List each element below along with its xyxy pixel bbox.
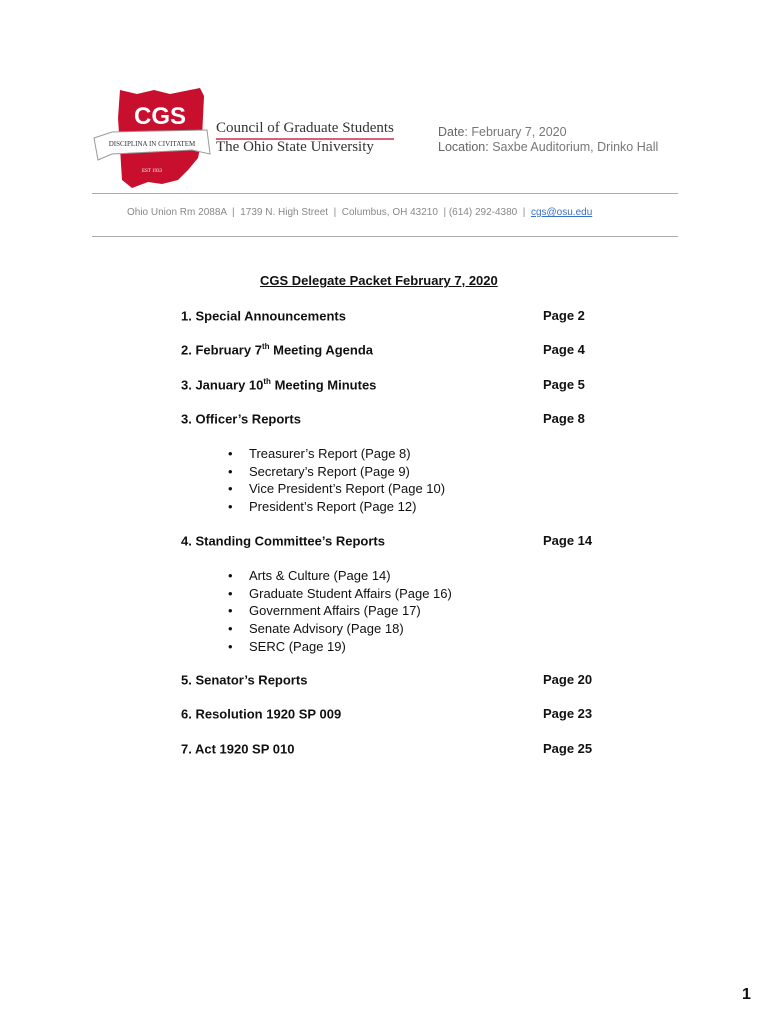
toc-page-ref: Page 25 — [543, 741, 593, 756]
bullet-icon: • — [228, 585, 233, 601]
logo-motto: DISCIPLINA IN CIVITATEM — [108, 140, 196, 148]
bullet-text: Secretary’s Report (Page 9) — [249, 463, 410, 479]
toc-item — [181, 533, 385, 548]
bullet-item — [228, 446, 411, 461]
toc-item-sup: th — [261, 342, 270, 351]
bullet-text: SERC (Page 19) — [249, 638, 346, 654]
bullet-text: Government Affairs (Page 17) — [249, 603, 421, 619]
bullet-item — [228, 621, 404, 636]
bullet-text: Arts & Culture (Page 14) — [249, 568, 391, 583]
toc-item-text: 3. Officer’s Reports — [181, 411, 301, 427]
toc-item — [181, 342, 373, 357]
email-link[interactable]: cgs@osu.edu — [530, 207, 593, 218]
toc-item-sup: th — [263, 377, 271, 386]
toc-item-text: 1. Special Announcements — [181, 308, 346, 324]
toc-item — [181, 411, 301, 426]
university-name: The Ohio State University — [216, 139, 374, 155]
bullet-item — [228, 586, 452, 601]
divider — [92, 236, 678, 237]
bullet-icon: • — [228, 638, 233, 654]
toc-item-text: 3. January 10 — [181, 377, 264, 393]
meeting-location — [438, 140, 658, 154]
toc-page-ref: Page 4 — [543, 342, 585, 357]
address-text: Ohio Union Rm 2088A | 1739 N. High Street | Columbus, OH 43210 | (614) 292-4380 | — [127, 207, 531, 218]
bullet-item — [228, 464, 410, 479]
bullet-text: Vice President’s Report (Page 10) — [249, 481, 446, 497]
bullet-icon: • — [228, 568, 233, 583]
bullet-text: Treasurer’s Report (Page 8) — [249, 446, 411, 461]
meeting-date — [438, 125, 567, 139]
bullet-item — [228, 568, 391, 583]
toc-page-ref: Page 20 — [543, 672, 593, 687]
toc-item-text: 5. Senator’s Reports — [181, 672, 308, 688]
bullet-item — [228, 603, 421, 618]
bullet-icon: • — [228, 603, 233, 619]
toc-item — [181, 741, 294, 756]
toc-item — [181, 706, 341, 721]
bullet-item — [228, 499, 416, 514]
toc-item — [181, 377, 376, 392]
page-number: 1 — [742, 986, 751, 1003]
address-line — [127, 207, 592, 218]
bullet-icon: • — [228, 499, 233, 515]
org-name: Council of Graduate Students — [216, 120, 394, 140]
toc-page-ref: Page 8 — [543, 411, 585, 426]
toc-item-text: 7. Act 1920 SP 010 — [181, 741, 295, 757]
toc-item-text: Meeting Minutes — [270, 377, 377, 393]
toc-item-text: Meeting Agenda — [269, 342, 374, 358]
cgs-logo — [92, 88, 212, 190]
bullet-text: President’s Report (Page 12) — [249, 499, 417, 515]
packet-title: CGS Delegate Packet February 7, 2020 — [260, 273, 498, 288]
bullet-icon: • — [228, 481, 233, 497]
toc-page-ref: Page 5 — [543, 377, 585, 392]
date-value: : February 7, 2020 — [464, 125, 567, 139]
bullet-text: Graduate Student Affairs (Page 16) — [249, 585, 452, 601]
toc-item-text: 6. Resolution 1920 SP 009 — [181, 706, 342, 722]
logo-est: EST 1933 — [141, 169, 163, 174]
bullet-item — [228, 481, 445, 496]
bullet-icon: • — [228, 463, 233, 479]
bullet-item — [228, 639, 346, 654]
date-label: Date — [438, 125, 465, 139]
toc-item-text: 2. February 7 — [181, 342, 262, 358]
bullet-icon: • — [228, 621, 233, 637]
bullet-text: Senate Advisory (Page 18) — [249, 621, 404, 637]
toc-item — [181, 308, 346, 323]
toc-item-text: 4. Standing Committee’s Reports — [181, 533, 385, 549]
bullet-icon: • — [228, 446, 233, 461]
divider — [92, 193, 678, 194]
toc-item — [181, 672, 307, 687]
location-label: Location: — [438, 140, 489, 154]
toc-page-ref: Page 14 — [543, 533, 593, 548]
toc-page-ref: Page 23 — [543, 706, 593, 721]
logo-text: CGS — [133, 103, 187, 130]
toc-page-ref: Page 2 — [543, 308, 585, 323]
location-value: Saxbe Auditorium, Drinko Hall — [488, 140, 659, 154]
